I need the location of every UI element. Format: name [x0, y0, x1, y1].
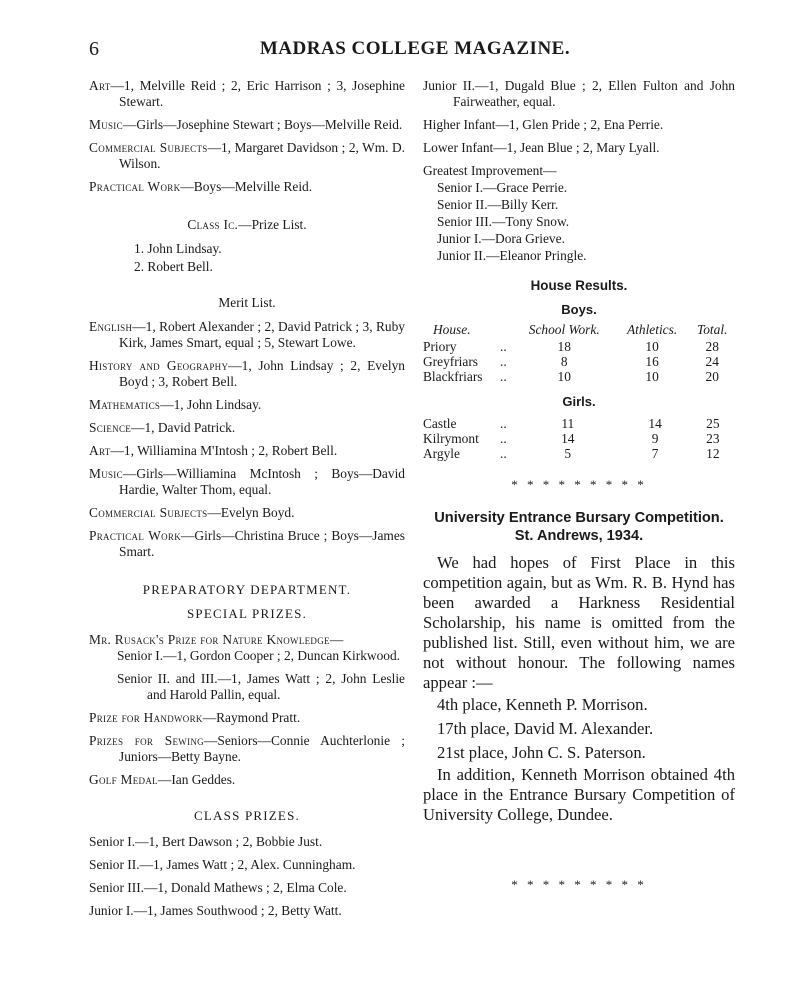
- athletics-cell: 14: [648, 416, 662, 431]
- column-header: School Work.: [528, 322, 600, 337]
- total-cell: 23: [706, 431, 720, 446]
- entry-music: Music—Girls—Josephine Stewart ; Boys—Melville Reid.: [89, 117, 403, 132]
- merit-list-heading: Merit List.: [218, 295, 276, 310]
- class-prize-entry: Senior II.—1, James Watt ; 2, Alex. Cunningham.: [89, 857, 356, 872]
- greatest-item: Junior II.—Eleanor Pringle.: [437, 248, 587, 263]
- school-cell: 14: [561, 431, 575, 446]
- merit-entry: Commercial Subjects—Evelyn Boyd.: [89, 505, 295, 520]
- total-cell: 28: [705, 339, 719, 354]
- house-cell: Priory ..: [423, 339, 507, 354]
- prize-line: Lower Infant—1, Jean Blue ; 2, Mary Lyall.: [423, 140, 660, 155]
- rusack-line: Senior II. and III.—1, James Watt ; 2, John Leslie and Harold Pallin, equal.: [117, 671, 405, 702]
- column-header: Athletics.: [626, 322, 678, 337]
- table-row: [423, 416, 735, 431]
- table-row: [423, 339, 735, 354]
- house-cell: Castle ..: [423, 416, 507, 431]
- merit-entry: History and Geography—1, John Lindsay ; 2, Evelyn Boyd ; 3, Robert Bell.: [89, 358, 405, 389]
- athletics-cell: 7: [651, 446, 659, 461]
- special-entry: Prize for Handwork—Raymond Pratt.: [89, 710, 301, 725]
- star-divider: * * * * * * * * *: [511, 477, 647, 492]
- special-entry: Golf Medal—Ian Geddes.: [89, 772, 236, 787]
- bursary-place: 17th place, David M. Alexander.: [437, 719, 654, 738]
- school-cell: 10: [557, 369, 571, 384]
- table-row: [423, 369, 735, 384]
- rusack-prize-label: Mr. Rusack's Prize for Nature Knowledge—: [89, 632, 344, 647]
- greatest-item: Senior I.—Grace Perrie.: [437, 180, 568, 195]
- table-header-row: [423, 322, 735, 339]
- school-cell: 5: [564, 446, 572, 461]
- rusack-line: Senior I.—1, Gordon Cooper ; 2, Duncan Kirkwood.: [117, 648, 401, 663]
- bursary-title: University Entrance Bursary Competition.: [434, 510, 724, 526]
- page-number: 6: [89, 38, 99, 60]
- right-column: [423, 78, 735, 893]
- prize-line: Junior II.—1, Dugald Blue ; 2, Ellen Fulton and John Fairweather, equal.: [423, 78, 735, 109]
- table-row: [423, 446, 735, 461]
- greatest-item: Senior II.—Billy Kerr.: [437, 197, 559, 212]
- boys-results-table: [423, 322, 735, 384]
- merit-entry: Practical Work—Girls—Christina Bruce ; Boys—James Smart.: [89, 528, 405, 559]
- school-cell: 11: [561, 416, 575, 431]
- merit-entry: Mathematics—1, John Lindsay.: [89, 397, 262, 412]
- house-cell: Blackfriars ..: [423, 369, 507, 384]
- bursary-paragraph-2: In addition, Kenneth Morrison obtained 4th place in the Entrance Bursary Competition of University College, Dundee.: [423, 765, 735, 824]
- running-title: MADRAS COLLEGE MAGAZINE.: [259, 38, 571, 59]
- bursary-subtitle: St. Andrews, 1934.: [514, 528, 644, 544]
- class-prize-entry: Senior I.—1, Bert Dawson ; 2, Bobbie Just.: [89, 834, 323, 849]
- athletics-cell: 10: [645, 369, 659, 384]
- class-ic-item: 1. John Lindsay.: [134, 241, 222, 256]
- preparatory-heading: PREPARATORY DEPARTMENT.: [142, 582, 352, 597]
- star-divider-2: * * * * * * * * *: [511, 877, 647, 892]
- bursary-paragraph: We had hopes of First Place in this competition again, but as Wm. R. B. Hynd has been awarded a Harkness Residential Scholarship, his name is omitted from the published list. Still, even without him, we are not without honour. The following names appear :—: [423, 553, 735, 692]
- school-cell: 8: [560, 354, 568, 369]
- prize-line: Higher Infant—1, Glen Pride ; 2, Ena Perrie.: [423, 117, 664, 132]
- class-ic-heading: Class Ic.—Prize List.: [187, 217, 307, 232]
- entry-art: Art—1, Melville Reid ; 2, Eric Harrison ; 3, Josephine Stewart.: [89, 78, 405, 109]
- total-cell: 20: [705, 369, 719, 384]
- girls-heading: Girls.: [562, 394, 596, 409]
- entry-practical: Practical Work—Boys—Melville Reid.: [89, 179, 313, 194]
- merit-entry: English—1, Robert Alexander ; 2, David Patrick ; 3, Ruby Kirk, James Smart, equal ; 5, Stewart Lowe.: [89, 319, 405, 350]
- total-cell: 24: [705, 354, 719, 369]
- special-entry: Prizes for Sewing—Seniors—Connie Auchterlonie ; Juniors—Betty Bayne.: [89, 733, 405, 764]
- house-results-heading: House Results.: [530, 278, 628, 293]
- house-cell: Kilrymont ..: [423, 431, 507, 446]
- class-prize-entry: Senior III.—1, Donald Mathews ; 2, Elma Cole.: [89, 880, 347, 895]
- special-prizes-heading: SPECIAL PRIZES.: [186, 606, 308, 621]
- athletics-cell: 9: [651, 431, 659, 446]
- merit-entry: Art—1, Williamina M'Intosh ; 2, Robert Bell.: [89, 443, 338, 458]
- bursary-place: 21st place, John C. S. Paterson.: [437, 743, 646, 762]
- house-cell: Argyle ..: [423, 446, 507, 461]
- greatest-item: Senior III.—Tony Snow.: [437, 214, 570, 229]
- column-header: House.: [433, 322, 471, 337]
- table-row: [423, 354, 735, 369]
- entry-commercial: Commercial Subjects—1, Margaret Davidson ; 2, Wm. D. Wilson.: [89, 140, 405, 171]
- left-column: [89, 78, 405, 926]
- house-cell: Greyfriars ..: [423, 354, 507, 369]
- total-cell: 12: [706, 446, 720, 461]
- greatest-improvement-heading: Greatest Improvement—: [423, 163, 557, 178]
- athletics-cell: 10: [645, 339, 659, 354]
- class-prizes-heading: CLASS PRIZES.: [194, 808, 300, 823]
- athletics-cell: 16: [645, 354, 659, 369]
- table-row: [423, 431, 735, 446]
- class-prize-entry: Junior I.—1, James Southwood ; 2, Betty Watt.: [89, 903, 342, 918]
- column-header: Total.: [697, 322, 728, 337]
- merit-entry: Science—1, David Patrick.: [89, 420, 236, 435]
- total-cell: 25: [706, 416, 720, 431]
- merit-entry: Music—Girls—Williamina McIntosh ; Boys—David Hardie, Walter Thom, equal.: [89, 466, 405, 497]
- boys-heading: Boys.: [561, 302, 597, 317]
- girls-results-table: [423, 416, 735, 461]
- class-ic-item: 2. Robert Bell.: [134, 259, 213, 274]
- bursary-place: 4th place, Kenneth P. Morrison.: [437, 695, 648, 714]
- greatest-item: Junior I.—Dora Grieve.: [437, 231, 565, 246]
- school-cell: 18: [557, 339, 571, 354]
